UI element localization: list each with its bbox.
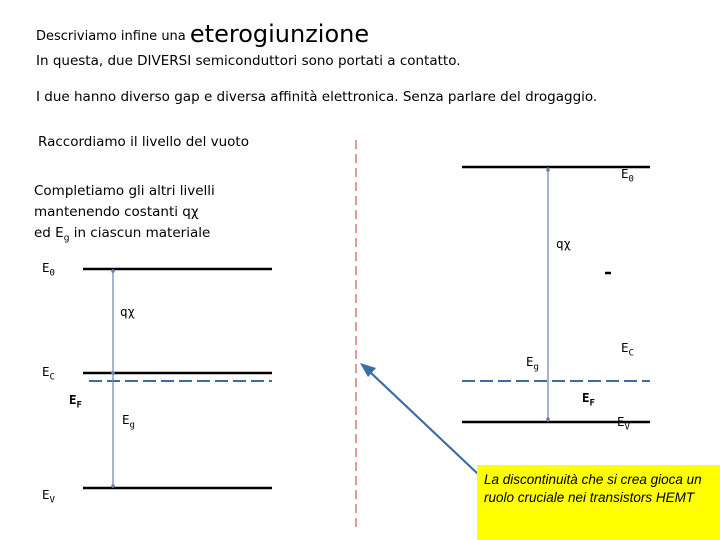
intro-prefix: Descriviamo infine una <box>36 29 186 44</box>
right-eg-label: $E_g$ <box>526 354 539 373</box>
completion-e: ed E <box>34 225 64 241</box>
left-arrow-tip-top <box>111 269 115 273</box>
left-ec-label: $E_C$ <box>42 364 55 383</box>
keyword-eterogiunzione: eterogiunzione <box>189 20 370 48</box>
left-eg-label: $E_g$ <box>122 412 135 431</box>
right-qchi-label: qχ <box>556 236 572 251</box>
completion-g-sub: g <box>63 233 70 244</box>
right-arrow-tip-bottom <box>546 417 550 421</box>
intro-line-2: In questa, due DIVERSI semiconduttori sono portati a contatto. <box>36 53 461 69</box>
right-arrow-tip-top <box>546 168 550 172</box>
right-ev-label: $E_V$ <box>617 414 630 433</box>
right-ec-label: $E_C$ <box>621 340 634 359</box>
left-qchi-label: qχ <box>120 304 136 319</box>
left-e0-label: $E_0$ <box>42 260 55 279</box>
left-arrow-tip-mid <box>111 371 115 375</box>
intro-line-3: I due hanno diverso gap e diversa affinità elettronica. Senza parlare del drogaggio. <box>36 89 598 105</box>
completion-text-2: mantenendo costanti qχ <box>34 204 199 220</box>
intro-line-4: Raccordiamo il livello del vuoto <box>38 134 249 150</box>
hemt-note-box: La discontinuità che si crea gioca un ruolo cruciale nei transistors HEMT <box>477 465 720 540</box>
left-ev-label: $E_V$ <box>42 487 55 506</box>
left-arrow-tip-bottom <box>111 484 115 488</box>
right-ef-label: $E_F$ <box>582 390 595 409</box>
left-ef-label: $E_F$ <box>69 392 82 411</box>
right-e0-label: $E_0$ <box>621 166 634 185</box>
completion-rest: in ciascun materiale <box>69 225 211 241</box>
discontinuity-pointer-arrow <box>370 372 478 474</box>
completion-text-1: Completiamo gli altri livelli <box>34 183 215 199</box>
